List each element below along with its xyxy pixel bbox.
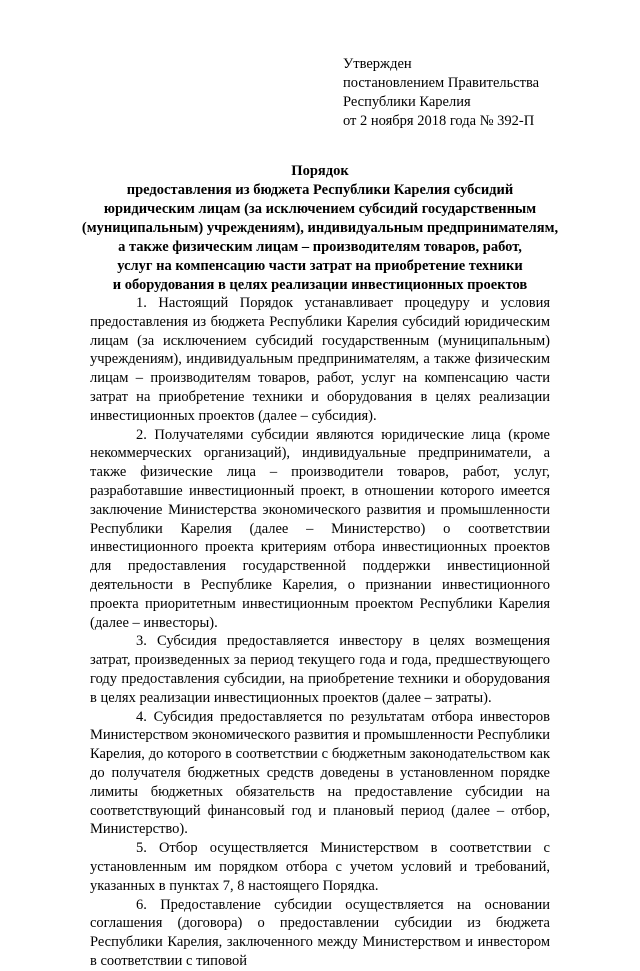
approval-stamp: [343, 55, 539, 131]
title-line: предоставления из бюджета Республики Карелия субсидий: [126, 182, 514, 198]
document-body: [90, 294, 550, 971]
approval-line: Утвержден: [343, 56, 412, 72]
paragraph-1: 1. Настоящий Порядок устанавливает процедуру и условия предоставления из бюджета Республики Карелия субсидий юридическим лицам (за исключением субсидий государственным (муниципальным) учреждениям), индивидуальным предпринимателям, а также физическим лицам – производителям товаров, работ, услуг на компенсацию части затрат на приобретение техники и оборудования в целях реализации инвестиционных проектов (далее – субсидия).: [90, 295, 550, 424]
title-line: и оборудования в целях реализации инвестиционных проектов: [112, 277, 528, 293]
title-line: услуг на компенсацию части затрат на приобретение техники: [117, 258, 523, 274]
title-line: а также физическим лицам – производителям товаров, работ,: [118, 239, 522, 255]
paragraph-2: 2. Получателями субсидии являются юридические лица (кроме некоммерческих организаций), индивидуальные предприниматели, а также физические лица – производители товаров, работ, услуг, разработавшие инвестиционный проект, в отношении которого имеется заключение Министерства экономического развития и промышленности Республики Карелия (далее – Министерство) о соответствии инвестиционного проекта критериям отбора инвестиционных проектов для предоставления государственной поддержки инвестиционной деятельности в Республике Карелия, о признании инвестиционного проекта приоритетным инвестиционным проектом Республики Карелия (далее – инвесторы).: [90, 426, 550, 631]
approval-line: постановлением Правительства: [343, 75, 540, 91]
title-heading: Порядок: [291, 163, 349, 179]
paragraph-5: 5. Отбор осуществляется Министерством в соответствии с установленным им порядком отбора с учетом условий и требований, указанных в пунктах 7, 8 настоящего Порядка.: [90, 840, 550, 894]
title-line: (муниципальным) учреждениям), индивидуальным предпринимателям,: [81, 220, 559, 236]
paragraph-6: 6. Предоставление субсидии осуществляется на основании соглашения (договора) о предоставлении субсидии из бюджета Республики Карелия, заключенного между Министерством и инвестором в соответствии с типовой: [90, 896, 550, 969]
paragraph-4: 4. Субсидия предоставляется по результатам отбора инвесторов Министерством экономического развития и промышленности Республики Карелия, до которого в соответствии с бюджетным законодательством как до получателя бюджетных средств доведены в установленном порядке лимиты бюджетных обязательств на предоставление субсидии на соответствующий финансовый год и плановый период (далее – отбор, Министерство).: [90, 708, 550, 838]
title-line: юридическим лицам (за исключением субсидий государственным: [103, 201, 537, 217]
paragraph-3: 3. Субсидия предоставляется инвестору в целях возмещения затрат, произведенных за период текущего года и года, предшествующего году предоставления субсидии, на приобретение техники и оборудования в целях реализации инвестиционных проектов (далее – затраты).: [90, 633, 550, 706]
approval-line: Республики Карелия: [343, 94, 471, 110]
document-title: [80, 162, 560, 295]
approval-line: от 2 ноября 2018 года № 392-П: [343, 113, 535, 129]
